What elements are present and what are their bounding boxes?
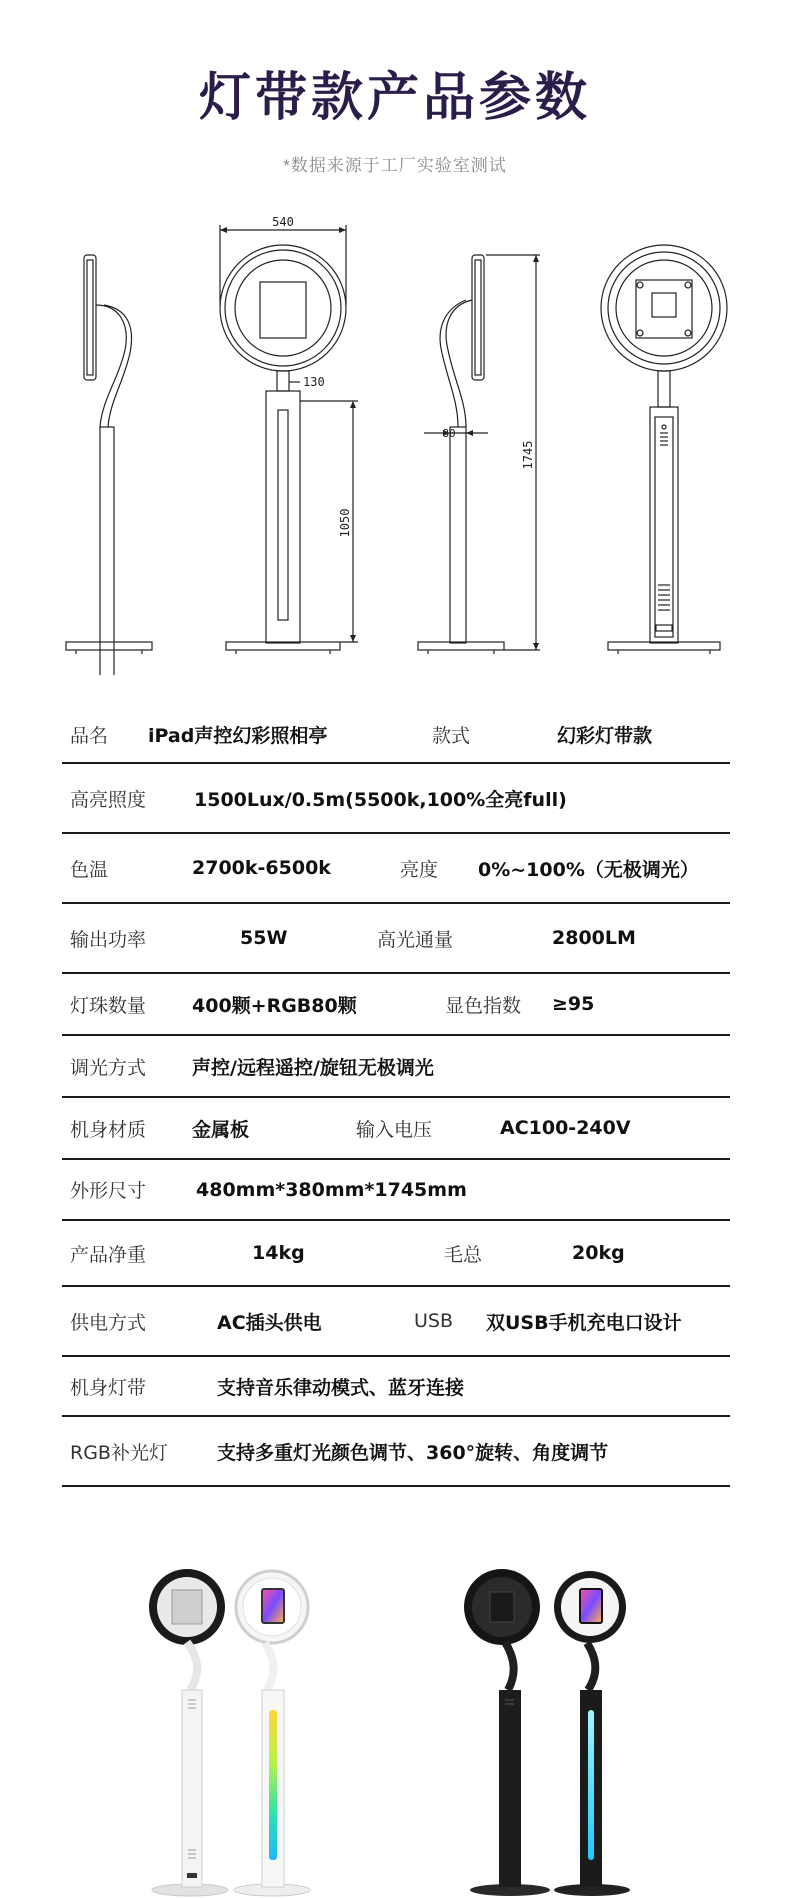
spec-row [62, 1036, 730, 1098]
spec-value: 480mm*380mm*1745mm [196, 1178, 467, 1201]
spec-value: AC100-240V [500, 1117, 631, 1139]
spec-row [62, 904, 730, 974]
spec-label: 高亮照度 [70, 788, 147, 811]
dimension-drawing-svg [0, 205, 790, 675]
spec-label: 高光通量 [377, 928, 454, 951]
spec-row [62, 1287, 730, 1357]
spec-label: RGB补光灯 [70, 1441, 168, 1464]
white-unit-back [149, 1569, 228, 1896]
dim-neck-label: 130 [303, 375, 325, 389]
spec-value: 双USB手机充电口设计 [486, 1311, 682, 1334]
spec-row [62, 1221, 730, 1287]
spec-row [62, 1417, 730, 1487]
back-view [601, 245, 727, 654]
spec-label: 灯珠数量 [70, 994, 147, 1017]
spec-value: iPad声控幻彩照相亭 [148, 725, 328, 747]
spec-label: 款式 [432, 725, 471, 747]
spec-value: 金属板 [192, 1118, 250, 1141]
spec-label: 毛总 [444, 1243, 483, 1266]
spec-label: 机身灯带 [70, 1376, 147, 1399]
spec-value: 支持多重灯光颜色调节、360°旋转、角度调节 [217, 1441, 609, 1464]
dim-pole-label: 80 [442, 427, 456, 440]
spec-row [62, 764, 730, 834]
spec-value: 2800LM [552, 927, 636, 949]
spec-label: 输入电压 [356, 1118, 433, 1141]
spec-row [62, 1160, 730, 1221]
spec-label: 亮度 [400, 858, 439, 881]
spec-label: 输出功率 [70, 928, 147, 951]
spec-value: 声控/远程遥控/旋钮无极调光 [192, 1056, 434, 1079]
technical-drawings [0, 205, 790, 675]
spec-label: 机身材质 [70, 1118, 147, 1141]
side-view-left [66, 255, 152, 675]
spec-value: 支持音乐律动模式、蓝牙连接 [217, 1376, 465, 1399]
spec-row [62, 1357, 730, 1417]
spec-row [62, 834, 730, 904]
page-title: 灯带款产品参数 [198, 68, 591, 128]
spec-value: AC插头供电 [217, 1311, 322, 1334]
spec-label: USB [414, 1310, 454, 1332]
spec-label: 色温 [70, 858, 109, 881]
black-unit-front [554, 1571, 630, 1896]
spec-value: 幻彩灯带款 [557, 725, 653, 747]
spec-value: 55W [240, 927, 288, 949]
spec-row [62, 1098, 730, 1160]
spec-value: 14kg [252, 1242, 305, 1264]
spec-label: 外形尺寸 [70, 1180, 147, 1202]
spec-label: 调光方式 [70, 1056, 147, 1079]
dim-lower-height-label: 1050 [338, 508, 352, 538]
spec-label: 显色指数 [445, 994, 522, 1017]
black-unit-back [464, 1569, 550, 1896]
spec-value: 400颗+RGB80颗 [192, 994, 357, 1017]
white-unit-front [234, 1571, 310, 1896]
spec-label: 品名 [70, 725, 109, 747]
spec-value: 0%~100%（无极调光） [478, 858, 699, 881]
page-subtitle: *数据来源于工厂实验室测试 [283, 156, 507, 175]
front-view [220, 225, 358, 654]
product-photos [0, 1550, 790, 1898]
spec-value: 1500Lux/0.5m(5500k,100%全亮full) [194, 788, 567, 811]
spec-label: 供电方式 [70, 1311, 147, 1334]
dim-width-label: 540 [272, 215, 294, 229]
product-photos-svg [0, 1550, 790, 1898]
dim-total-height-label: 1745 [521, 440, 535, 470]
spec-label: 产品净重 [70, 1243, 147, 1266]
spec-row [62, 974, 730, 1036]
spec-value: ≥95 [552, 993, 595, 1015]
spec-value: 2700k-6500k [192, 857, 331, 879]
spec-value: 20kg [572, 1242, 625, 1264]
spec-row [62, 707, 730, 764]
